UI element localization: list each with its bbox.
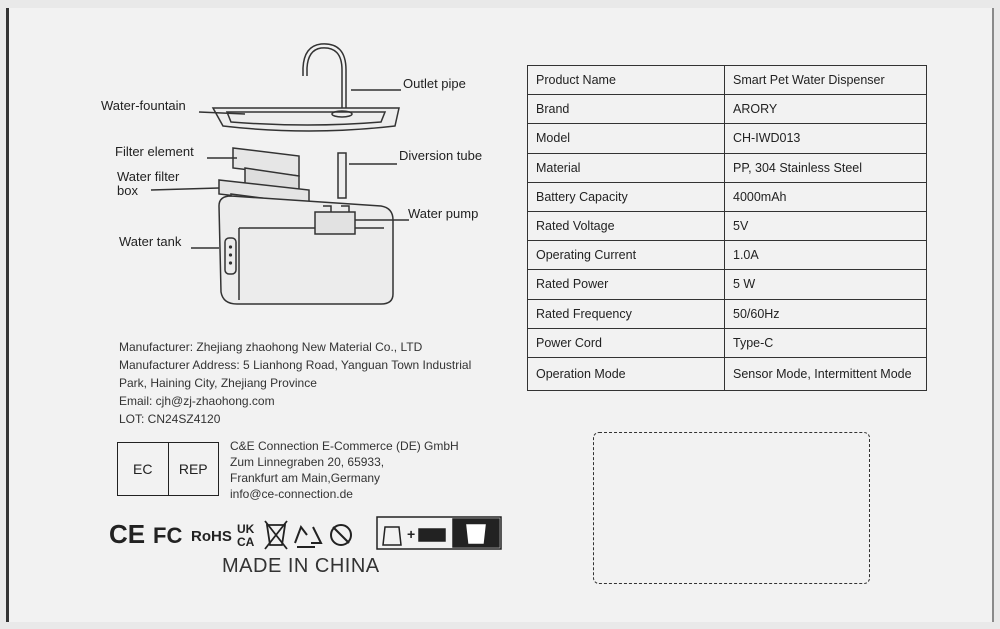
svg-text:+: + [407, 526, 416, 542]
label-water-filter-box-line2: box [117, 183, 138, 198]
label-water-tank: Water tank [119, 234, 182, 249]
spec-label: Model [528, 124, 725, 153]
rohs-mark: RoHS [191, 528, 232, 545]
label-water-filter-box [117, 170, 179, 198]
spec-table [527, 65, 927, 391]
manufacturer-address-line2: Park, Haining City, Zhejiang Province [119, 376, 317, 390]
fc-mark: FC [153, 523, 183, 548]
spec-value: Smart Pet Water Dispenser [725, 66, 927, 95]
manufacturer-address-line1: Manufacturer Address: 5 Lianhong Road, Yanguan Town Industrial [119, 358, 472, 372]
manufacturer-name: Manufacturer: Zhejiang zhaohong New Material Co., LTD [119, 340, 423, 354]
spec-row [528, 357, 927, 390]
label-water-pump: Water pump [408, 206, 479, 221]
spec-label: Battery Capacity [528, 182, 725, 211]
spec-value: 50/60Hz [725, 299, 927, 328]
spec-label: Material [528, 153, 725, 182]
spec-value: PP, 304 Stainless Steel [725, 153, 927, 182]
label-diversion-tube: Diversion tube [399, 148, 483, 163]
lot-number: LOT: CN24SZ4120 [119, 412, 221, 426]
label-water-filter-box-line1: Water filter [117, 169, 180, 184]
spec-row [528, 241, 927, 270]
spec-row [528, 299, 927, 328]
product-exploded-diagram [9, 8, 509, 328]
spec-label: Power Cord [528, 328, 725, 357]
ukca-mark-top: UK [237, 522, 255, 536]
spec-label: Operation Mode [528, 357, 725, 390]
spec-row [528, 95, 927, 124]
spec-row [528, 182, 927, 211]
spec-row [528, 328, 927, 357]
spec-row [528, 153, 927, 182]
packaging-panel [6, 8, 994, 622]
spec-row [528, 124, 927, 153]
rep-label: REP [168, 443, 219, 495]
ec-rep-symbol [117, 442, 219, 496]
label-filter-element: Filter element [115, 144, 194, 159]
spec-label: Product Name [528, 66, 725, 95]
spec-value: 1.0A [725, 241, 927, 270]
spec-label: Rated Frequency [528, 299, 725, 328]
recycle-icon [295, 527, 321, 547]
spec-label: Brand [528, 95, 725, 124]
spec-label: Rated Power [528, 270, 725, 299]
ec-rep-city: Frankfurt am Main,Germany [230, 471, 381, 485]
ec-rep-address [230, 438, 459, 502]
spec-label: Operating Current [528, 241, 725, 270]
label-water-fountain: Water-fountain [101, 98, 186, 113]
spec-value: 5V [725, 211, 927, 240]
recycling-info-icon [377, 517, 501, 549]
ukca-mark-bottom: CA [237, 535, 255, 549]
blank-dashed-box [593, 432, 870, 584]
spec-value: Sensor Mode, Intermittent Mode [725, 357, 927, 390]
weee-bin-icon [265, 521, 287, 549]
spec-value: ARORY [725, 95, 927, 124]
triman-icon [331, 525, 351, 545]
certification-marks [109, 513, 504, 553]
made-in-china: MADE IN CHINA [222, 555, 380, 577]
spec-row [528, 211, 927, 240]
manufacturer-email: Email: cjh@zj-zhaohong.com [119, 394, 275, 408]
spec-row [528, 66, 927, 95]
ec-rep-street: Zum Linnegraben 20, 65933, [230, 455, 385, 469]
spec-value: CH-IWD013 [725, 124, 927, 153]
spec-label: Rated Voltage [528, 211, 725, 240]
spec-row [528, 270, 927, 299]
ec-label: EC [133, 461, 153, 477]
spec-value: Type-C [725, 328, 927, 357]
manufacturer-info [119, 338, 499, 428]
ec-rep-email: info@ce-connection.de [230, 487, 353, 501]
ec-rep-company: C&E Connection E-Commerce (DE) GmbH [230, 439, 459, 453]
label-outlet-pipe: Outlet pipe [403, 76, 466, 91]
spec-value: 5 W [725, 270, 927, 299]
spec-value: 4000mAh [725, 182, 927, 211]
ce-mark: CE [109, 519, 146, 549]
